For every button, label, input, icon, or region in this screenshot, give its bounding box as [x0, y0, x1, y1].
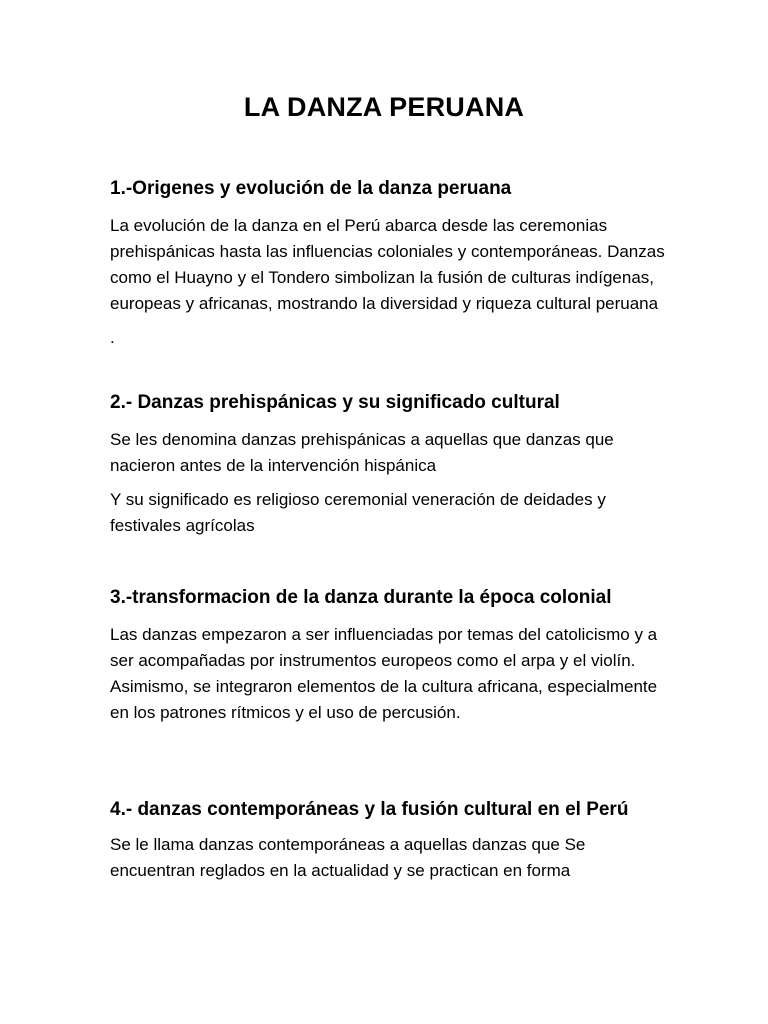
section-heading: 2.- Danzas prehispánicas y su significado cultural	[110, 392, 560, 413]
document-page	[110, 0, 670, 1024]
section-heading: 3.-transformacion de la danza durante la época colonial	[110, 587, 612, 608]
section-heading: 1.-Origenes y evolución de la danza peruana	[110, 178, 512, 199]
section-paragraph: Y su significado es religioso ceremonial veneración de deidades y festivales agrícolas	[110, 490, 606, 535]
section-paragraph: Las danzas empezaron a ser influenciadas por temas del catolicismo y a ser acompañadas por instrumentos europeos como el arpa y el violín. Asimismo, se integraron elementos de la cultura africana, especialmente en los patrones rítmicos y el uso de percusión.	[110, 625, 658, 722]
section-origins	[110, 175, 670, 351]
section-colonial	[110, 584, 670, 726]
section-paragraph: .	[110, 328, 115, 347]
section-prehispanic	[110, 389, 670, 539]
section-paragraph: La evolución de la danza en el Perú abarca desde las ceremonias prehispánicas hasta las influencias coloniales y contemporáneas. Danzas como el Huayno y el Tondero simbolizan la fusión de culturas indígenas, europeas y africanas, mostrando la diversidad y riqueza cultural peruana	[110, 216, 665, 313]
section-paragraph: Se les denomina danzas prehispánicas a aquellas que danzas que nacieron antes de la intervención hispánica	[110, 430, 614, 475]
document-title: LA DANZA PERUANA	[243, 92, 525, 122]
section-heading: 4.- danzas contemporáneas y la fusión cultural en el Perú	[110, 799, 629, 820]
section-contemporary	[110, 796, 670, 884]
section-paragraph: Se le llama danzas contemporáneas a aquellas danzas que Se encuentran reglados en la actualidad y se practican en forma	[110, 835, 586, 880]
